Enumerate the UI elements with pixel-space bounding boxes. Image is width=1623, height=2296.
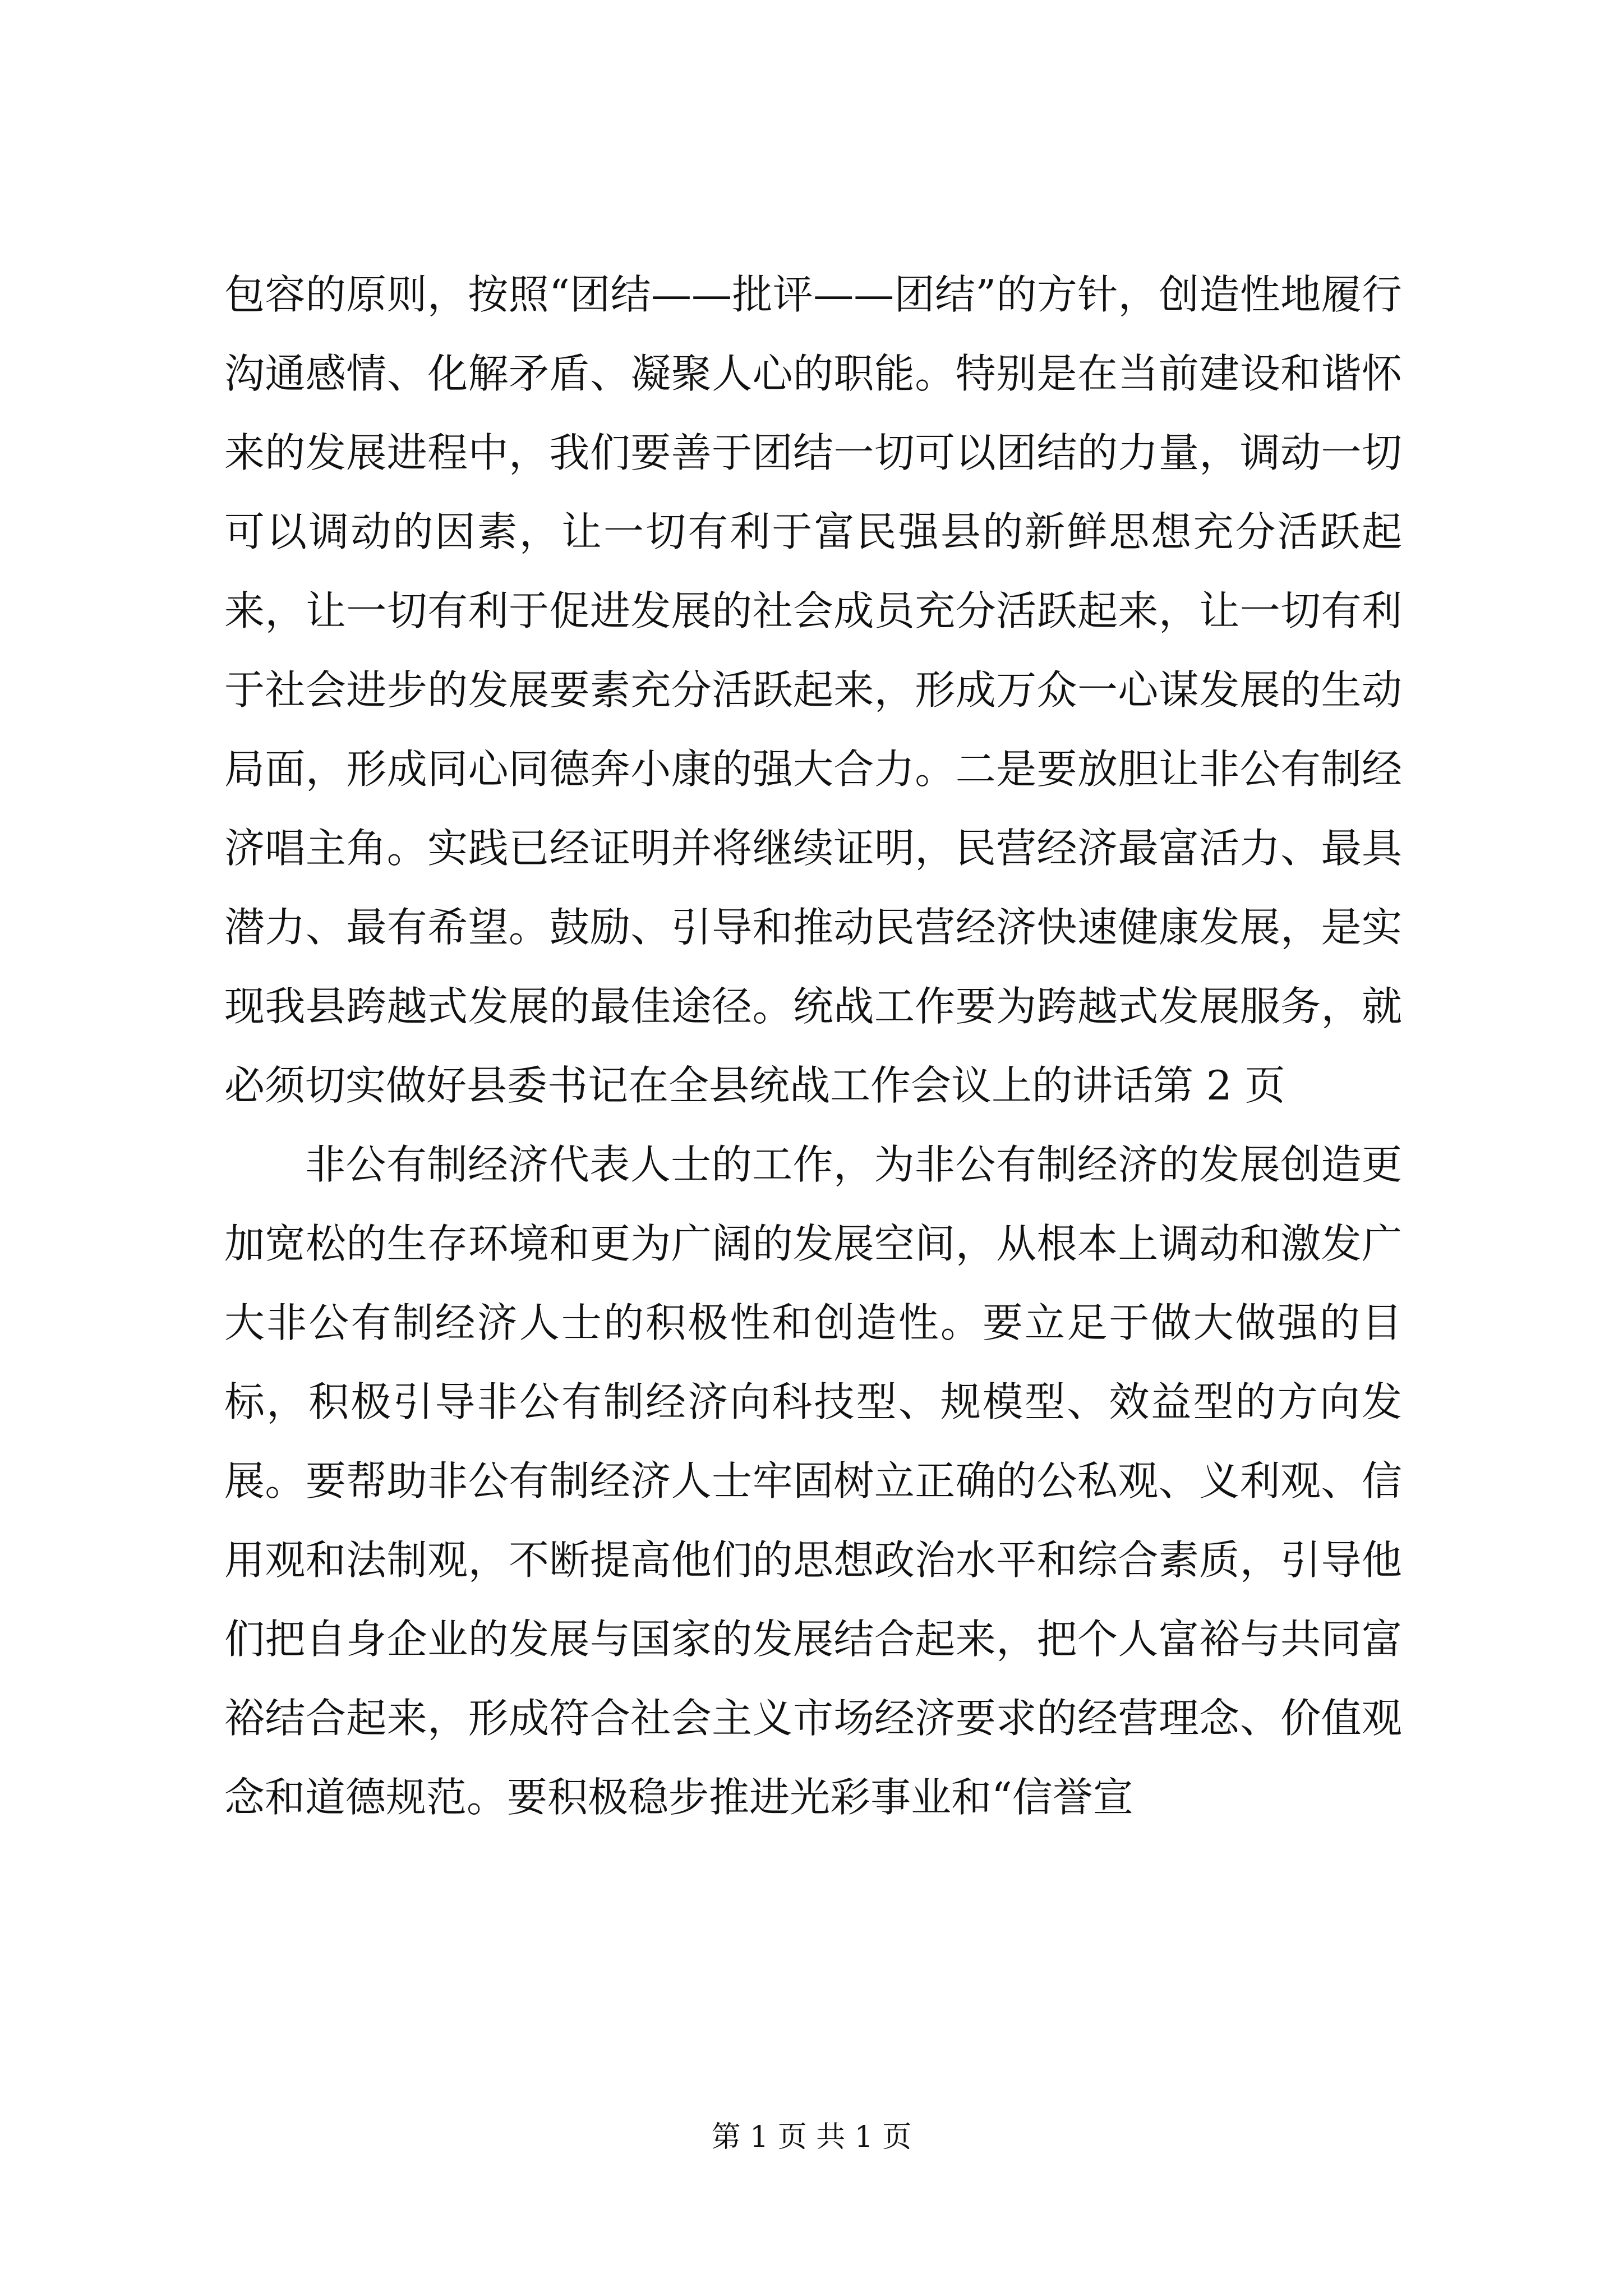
- paragraph-2: 非公有制经济代表人士的工作，为非公有制经济的发展创造更加宽松的生存环境和更为广阔的发展空间，从根本上调动和激发广大非公有制经济人士的积极性和创造性。要立足于做大做强的目标，积极引导非公有制经济向科技型、规模型、效益型的方向发展。要帮助非公有制经济人士牢固树立正确的公私观、义利观、信用观和法制观，不断提高他们的思想政治水平和综合素质，引导他们把自身企业的发展与国家的发展结合起来，把个人富裕与共同富裕结合起来，形成符合社会主义市场经济要求的经营理念、价值观念和道德规范。要积极稳步推进光彩事业和“信誉宣: [224, 1141, 1402, 1821]
- document-body: [224, 255, 1402, 1837]
- paragraph-1: 包容的原则，按照“团结——批评——团结”的方针，创造性地履行沟通感情、化解矛盾、凝聚人心的职能。特别是在当前建设和谐怀来的发展进程中，我们要善于团结一切可以团结的力量，调动一切可以调动的因素，让一切有利于富民强县的新鲜思想充分活跃起来，让一切有利于促进发展的社会成员充分活跃起来，让一切有利于社会进步的发展要素充分活跃起来，形成万众一心谋发展的生动局面，形成同心同德奔小康的强大合力。二是要放胆让非公有制经济唱主角。实践已经证明并将继续证明，民营经济最富活力、最具潜力、最有希望。鼓励、引导和推动民营经济快速健康发展，是实现我县跨越式发展的最佳途径。统战工作要为跨越式发展服务，就必须切实做好县委书记在全县统战工作会议上的讲话第 2 页: [224, 271, 1402, 1109]
- page-footer: 第 1 页 共 1 页: [711, 2120, 912, 2154]
